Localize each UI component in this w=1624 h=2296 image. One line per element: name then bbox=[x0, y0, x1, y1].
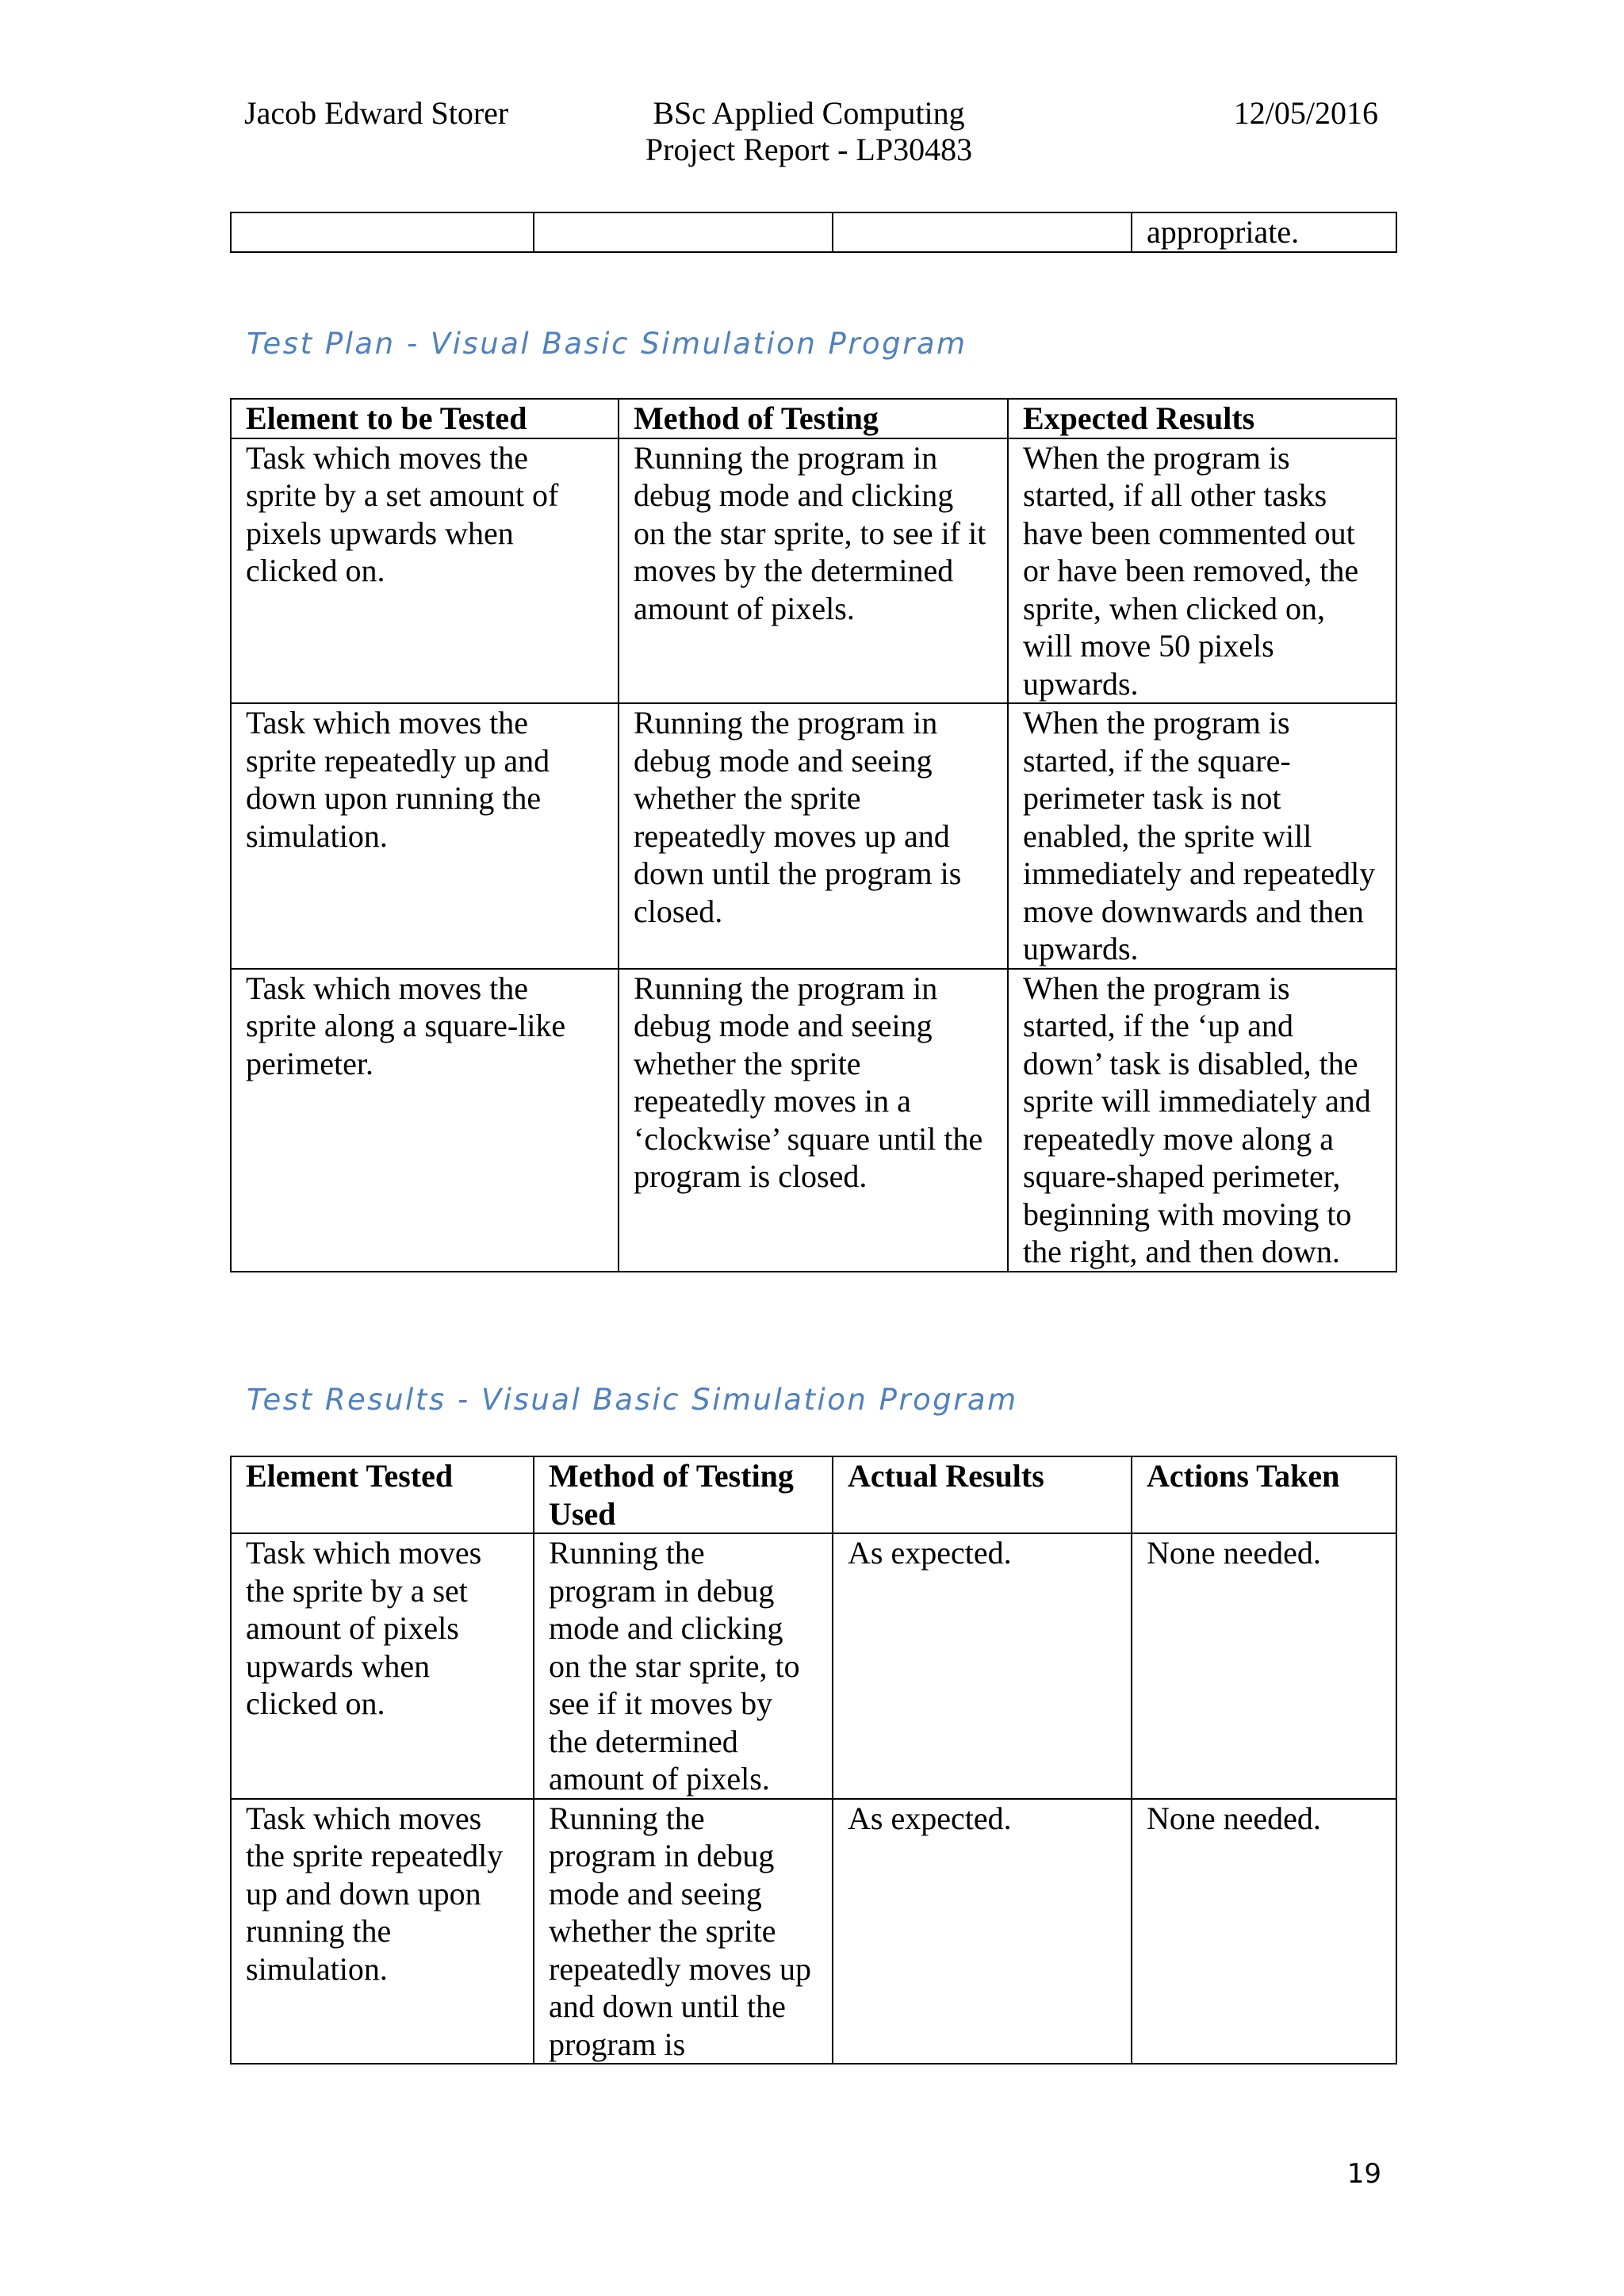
column-header: Method of Testing bbox=[619, 399, 1008, 438]
header-author: Jacob Edward Storer bbox=[244, 95, 509, 131]
table-cell: Task which moves the sprite by a set amount of pixels upwards when clicked on. bbox=[231, 1533, 534, 1799]
table-cell: Task which moves the sprite repeatedly up and down upon running the simulation. bbox=[231, 703, 619, 969]
table-row bbox=[231, 703, 1396, 969]
header-course bbox=[555, 95, 1063, 168]
table-cell bbox=[534, 212, 833, 252]
table-cell: Running the program in debug mode and clicking on the star sprite, to see if it moves by the determined amount of pixels. bbox=[619, 438, 1008, 704]
column-header: Element Tested bbox=[231, 1456, 534, 1533]
continuation-table bbox=[230, 212, 1397, 253]
test-plan-table bbox=[230, 398, 1397, 1272]
column-header: Actions Taken bbox=[1132, 1456, 1396, 1533]
table-row bbox=[231, 969, 1396, 1272]
test-results-table bbox=[230, 1456, 1397, 2064]
table-cell: None needed. bbox=[1132, 1533, 1396, 1799]
table-row bbox=[231, 1799, 1396, 2064]
table-row bbox=[231, 1533, 1396, 1799]
table-cell: Running the program in debug mode and clicking on the star sprite, to see if it moves by the determined amount of pixels. bbox=[534, 1533, 833, 1799]
table-cell: Task which moves the sprite by a set amount of pixels upwards when clicked on. bbox=[231, 438, 619, 704]
table-header-row bbox=[231, 399, 1396, 438]
page-number: 19 bbox=[1346, 2158, 1381, 2190]
table-cell: None needed. bbox=[1132, 1799, 1396, 2064]
table-cell: When the program is started, if all other tasks have been commented out or have been removed, the sprite, when clicked on, will move 50 pixels upwards. bbox=[1008, 438, 1396, 704]
test-results-heading: Test Results - Visual Basic Simulation Program bbox=[247, 1383, 1018, 1417]
table-row bbox=[231, 438, 1396, 704]
table-row bbox=[231, 212, 1396, 252]
table-cell: Running the program in debug mode and seeing whether the sprite repeatedly moves up and down until the program is bbox=[534, 1799, 833, 2064]
column-header: Method of Testing Used bbox=[534, 1456, 833, 1533]
table-cell: appropriate. bbox=[1132, 212, 1396, 252]
column-header: Expected Results bbox=[1008, 399, 1396, 438]
table-cell: Task which moves the sprite repeatedly up and down upon running the simulation. bbox=[231, 1799, 534, 2064]
test-plan-heading: Test Plan - Visual Basic Simulation Program bbox=[247, 327, 967, 361]
table-cell: As expected. bbox=[833, 1533, 1132, 1799]
column-header: Element to be Tested bbox=[231, 399, 619, 438]
table-cell: As expected. bbox=[833, 1799, 1132, 2064]
table-cell bbox=[231, 212, 534, 252]
table-cell: When the program is started, if the ‘up and down’ task is disabled, the sprite will immediately and repeatedly move along a square-shaped perimeter, beginning with moving to the right, and then down. bbox=[1008, 969, 1396, 1272]
table-header-row bbox=[231, 1456, 1396, 1533]
header-course-line1: BSc Applied Computing bbox=[653, 95, 965, 131]
table-cell: Running the program in debug mode and seeing whether the sprite repeatedly moves up and down until the program is closed. bbox=[619, 703, 1008, 969]
header-course-line2: Project Report - LP30483 bbox=[645, 132, 973, 167]
table-cell: Running the program in debug mode and seeing whether the sprite repeatedly moves in a ‘clockwise’ square until the program is closed. bbox=[619, 969, 1008, 1272]
column-header: Actual Results bbox=[833, 1456, 1132, 1533]
header-date: 12/05/2016 bbox=[1233, 95, 1378, 131]
table-cell: Task which moves the sprite along a square-like perimeter. bbox=[231, 969, 619, 1272]
table-cell bbox=[833, 212, 1132, 252]
table-cell: When the program is started, if the square-perimeter task is not enabled, the sprite will immediately and repeatedly move downwards and then upwards. bbox=[1008, 703, 1396, 969]
